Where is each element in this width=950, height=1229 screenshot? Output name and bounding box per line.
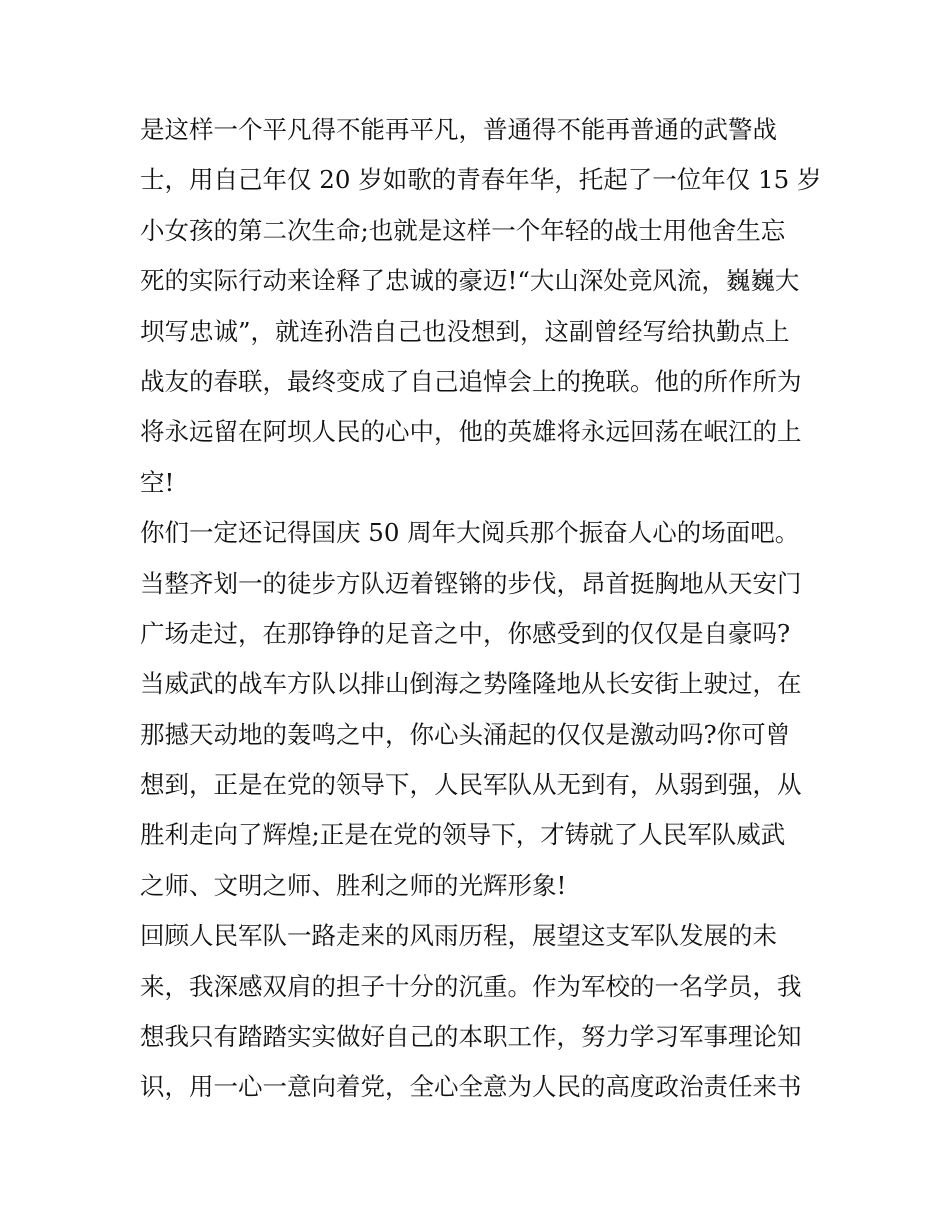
text-line: 那撼天动地的轰鸣之中，你心头涌起的仅仅是激动吗?你可曾 — [140, 719, 791, 749]
text-line: 你们一定还记得国庆 50 周年大阅兵那个振奋人心的场面吧。 — [140, 518, 800, 548]
text-line: 士，用自己年仅 20 岁如歌的青春年华，托起了一位年仅 15 岁 — [140, 165, 822, 195]
text-line: 将永远留在阿坝人民的心中，他的英雄将永远回荡在岷江的上 — [140, 417, 802, 447]
text-line: 当威武的战车方队以排山倒海之势隆隆地从长安街上驶过，在 — [140, 669, 802, 699]
document-body — [140, 105, 820, 1113]
text-line: 想到，正是在党的领导下，人民军队从无到有，从弱到强，从 — [140, 770, 802, 800]
text-line: 死的实际行动来诠释了忠诚的豪迈!“大山深处竞风流，巍巍大 — [140, 266, 800, 296]
text-line: 是这样一个平凡得不能再平凡，普通得不能再普通的武警战 — [140, 115, 777, 144]
text-line: 战友的春联，最终变成了自己追悼会上的挽联。他的所作所为 — [140, 366, 802, 396]
text-line: 来，我深感双肩的担子十分的沉重。作为军校的一名学员，我 — [140, 971, 802, 1001]
text-line: 胜利走向了辉煌;正是在党的领导下，才铸就了人民军队威武 — [140, 820, 786, 850]
text-line: 想我只有踏踏实实做好自己的本职工作，努力学习军事理论知 — [140, 1022, 802, 1052]
text-line: 广场走过，在那铮铮的足音之中，你感受到的仅仅是自豪吗? — [140, 618, 791, 648]
text-line: 空! — [140, 467, 175, 497]
text-line: 回顾人民军队一路走来的风雨历程，展望这支军队发展的未 — [140, 921, 777, 951]
text-line: 之师、文明之师、胜利之师的光辉形象! — [140, 870, 567, 900]
text-line: 当整齐划一的徒步方队迈着铿锵的步伐，昂首挺胸地从天安门 — [140, 568, 802, 598]
text-line: 识，用一心一意向着党，全心全意为人民的高度政治责任来书 — [140, 1072, 802, 1102]
text-line: 坝写忠诚”，就连孙浩自己也没想到，这副曾经写给执勤点上 — [140, 316, 790, 346]
text-line: 小女孩的第二次生命;也就是这样一个年轻的战士用他舍生忘 — [140, 215, 786, 245]
